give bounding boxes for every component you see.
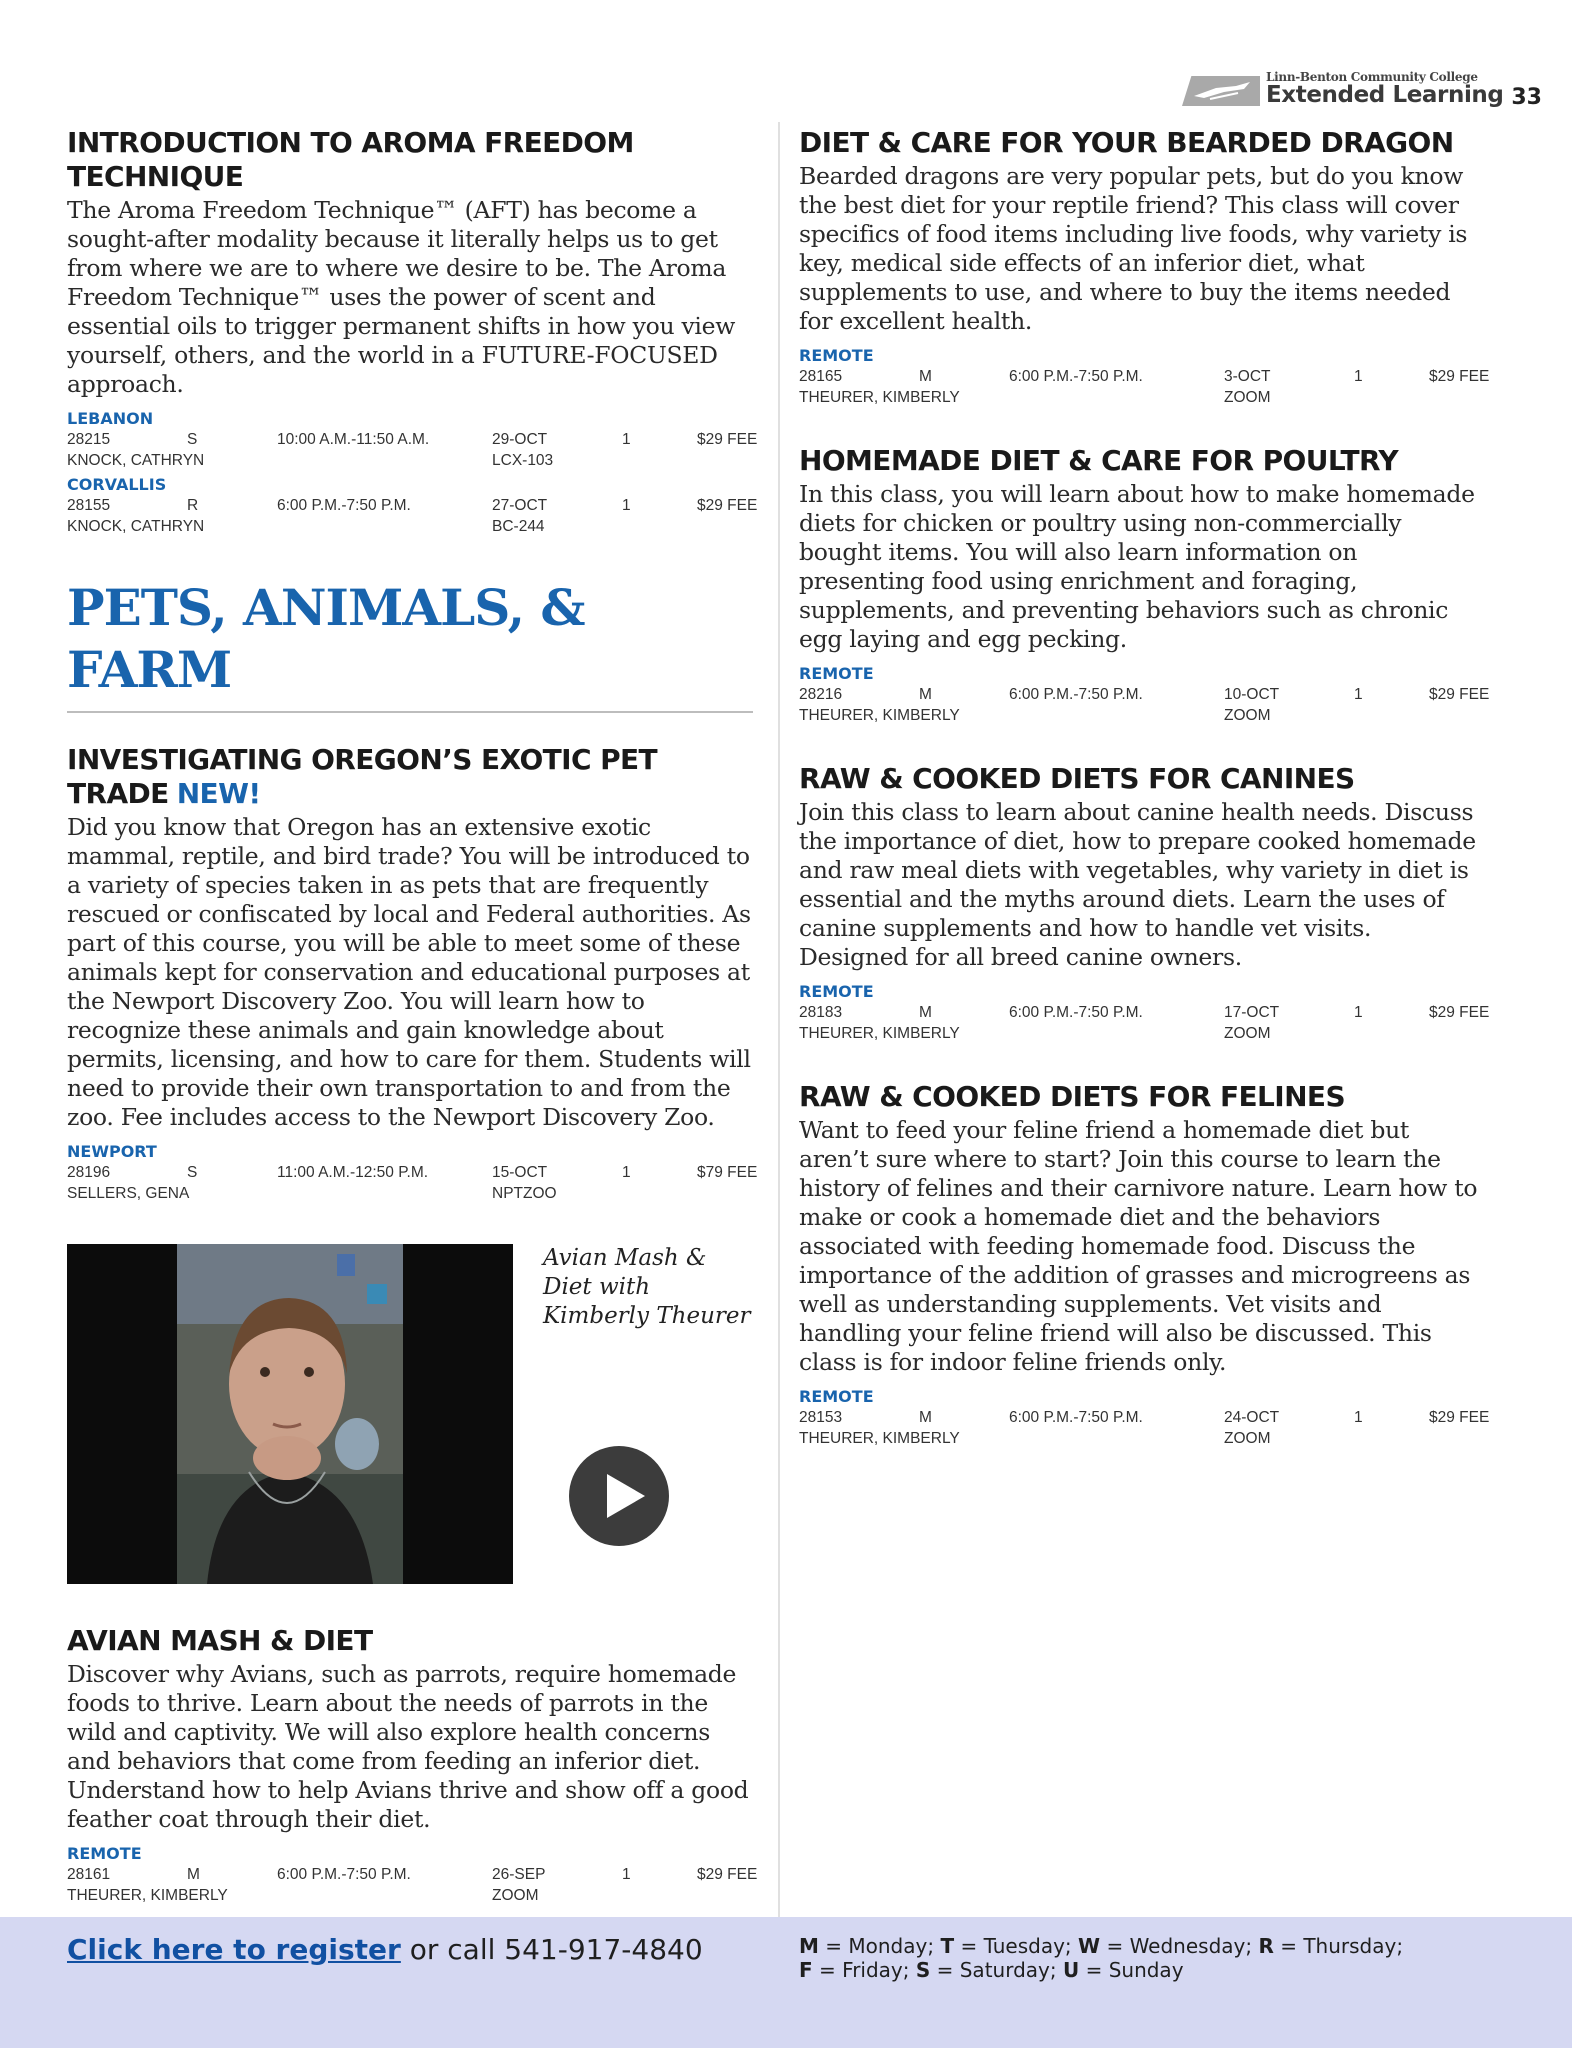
section-instructor: THEURER, KIMBERLY <box>67 1887 228 1904</box>
section-crn: 28165 <box>799 368 843 385</box>
course-section <box>799 1387 1490 1449</box>
course-title: INTRODUCTION TO AROMA FREEDOM TECHNIQUE <box>67 126 634 193</box>
page-header <box>1042 68 1542 118</box>
legend-value: = Thursday; <box>1273 1934 1404 1958</box>
section-fee: $29 FEE <box>1429 1409 1490 1426</box>
section-time: 6:00 P.M.-7:50 P.M. <box>1009 368 1143 385</box>
section-room: ZOOM <box>492 1887 539 1904</box>
section-instructor: THEURER, KIMBERLY <box>799 707 960 724</box>
section-fee: $29 FEE <box>1429 368 1490 385</box>
section-location: NEWPORT <box>67 1142 157 1161</box>
legend-key: T <box>940 1934 955 1958</box>
category-heading: PETS, ANIMALS, & FARM <box>67 578 585 699</box>
section-instructor: THEURER, KIMBERLY <box>799 1430 960 1447</box>
section-room: ZOOM <box>1224 1430 1271 1447</box>
section-location: CORVALLIS <box>67 475 167 494</box>
logo-bird-icon <box>1190 80 1260 102</box>
section-room: NPTZOO <box>492 1185 557 1202</box>
section-crn: 28155 <box>67 497 111 514</box>
section-crn: 28215 <box>67 431 111 448</box>
section-fee: $29 FEE <box>1429 686 1490 703</box>
section-crn: 28196 <box>67 1164 111 1181</box>
section-time: 11:00 A.M.-12:50 P.M. <box>277 1164 429 1181</box>
right-column <box>799 126 1490 1485</box>
section-room: BC-244 <box>492 518 545 535</box>
legend-value: = Sunday <box>1079 1958 1184 1982</box>
section-instructor: SELLERS, GENA <box>67 1185 190 1202</box>
course-poultry <box>799 444 1490 726</box>
section-fee: $29 FEE <box>697 497 758 514</box>
section-instructor: THEURER, KIMBERLY <box>799 389 960 406</box>
course-description: Did you know that Oregon has an extensive exotic mammal, reptile, and bird trade? You will be introduced to a variety of species taken in as pets that are frequently rescued or confiscated by local and Federal authorities. As part of this course, you will be able to meet some of these animals kept for conservation and educational purposes at the Newport Discovery Zoo. You will learn how to recognize these animals and gain knowledge about permits, licensing, and how to care for them. Students will need to provide their own transportation to and from the zoo. Fee includes access to the Newport Discovery Zoo. <box>67 813 751 1131</box>
legend-key: W <box>1078 1934 1101 1958</box>
section-sessions: 1 <box>1354 1004 1363 1021</box>
section-fee: $29 FEE <box>697 431 758 448</box>
section-day: M <box>919 686 932 703</box>
section-date: 27-OCT <box>492 497 548 514</box>
section-crn: 28161 <box>67 1866 111 1883</box>
register-line <box>67 1933 703 1966</box>
logo-college-name: Linn-Benton Community College <box>1266 70 1478 84</box>
section-sessions: 1 <box>622 497 631 514</box>
section-room: ZOOM <box>1224 1025 1271 1042</box>
legend-value: = Friday; <box>812 1958 916 1982</box>
course-section <box>67 1142 758 1204</box>
legend-key: R <box>1258 1934 1274 1958</box>
course-section <box>799 982 1490 1044</box>
course-section <box>799 346 1490 408</box>
section-day: S <box>187 1164 198 1181</box>
register-link[interactable]: Click here to register <box>67 1933 401 1966</box>
section-date: 15-OCT <box>492 1164 548 1181</box>
section-row <box>799 366 1490 408</box>
course-title-text: INVESTIGATING OREGON’S EXOTIC PET TRADE <box>67 743 658 810</box>
course-avian-mash <box>67 1624 758 1906</box>
section-room: ZOOM <box>1224 707 1271 724</box>
course-bearded-dragon <box>799 126 1490 408</box>
section-day: M <box>919 1409 932 1426</box>
section-instructor: KNOCK, CATHRYN <box>67 518 205 535</box>
section-day: S <box>187 431 198 448</box>
course-description: Bearded dragons are very popular pets, but do you know the best diet for your reptile friend? This class will cover specifics of food items including live foods, why variety is key, medical side effects of an inferior diet, what supplements to use, and where to buy the items needed for excellent health. <box>799 162 1468 335</box>
course-title: HOMEMADE DIET & CARE FOR POULTRY <box>799 444 1399 477</box>
course-title: DIET & CARE FOR YOUR BEARDED DRAGON <box>799 126 1454 159</box>
legend-value: = Saturday; <box>930 1958 1063 1982</box>
course-section <box>67 1844 758 1906</box>
section-instructor: KNOCK, CATHRYN <box>67 452 205 469</box>
section-sessions: 1 <box>622 1164 631 1181</box>
column-divider <box>778 122 780 1917</box>
section-location: REMOTE <box>67 1844 142 1863</box>
section-day: M <box>919 1004 932 1021</box>
section-sessions: 1 <box>1354 686 1363 703</box>
section-time: 6:00 P.M.-7:50 P.M. <box>277 1866 411 1883</box>
course-title <box>67 743 753 811</box>
legend-value: = Monday; <box>818 1934 941 1958</box>
section-row <box>67 1162 758 1204</box>
section-day: M <box>919 368 932 385</box>
section-fee: $29 FEE <box>697 1866 758 1883</box>
course-section <box>799 664 1490 726</box>
section-sessions: 1 <box>622 1866 631 1883</box>
new-badge: NEW! <box>176 777 261 810</box>
course-exotic-pet-trade <box>67 743 758 1204</box>
course-description: Want to feed your feline friend a homemade diet but aren’t sure where to start? Join this course to learn the history of felines and their carnivore nature. Learn how to make or cook a homemade diet and the behaviors associated with feeding homemade food. Discuss the importance of the addition of grasses and microgreens as well as understanding supplements. Vet visits and handling your feline friend will also be discussed. This class is for indoor feline friends only. <box>799 1116 1478 1376</box>
play-icon[interactable] <box>567 1444 671 1548</box>
course-title: RAW & COOKED DIETS FOR FELINES <box>799 1080 1346 1113</box>
section-date: 10-OCT <box>1224 686 1280 703</box>
section-row <box>67 1864 758 1906</box>
section-location: LEBANON <box>67 409 154 428</box>
page-footer <box>0 1917 1572 2048</box>
instructor-video-thumbnail[interactable] <box>177 1244 403 1584</box>
legend-key: F <box>799 1958 813 1982</box>
section-fee: $79 FEE <box>697 1164 758 1181</box>
legend-value: = Wednesday; <box>1100 1934 1259 1958</box>
section-row <box>799 684 1490 726</box>
course-description: The Aroma Freedom Technique™ (AFT) has become a sought-after modality because it literally helps us to get from where we are to where we desire to be. The Aroma Freedom Technique™ uses the power of scent and essential oils to trigger permanent shifts in how you view yourself, others, and the world in a FUTURE-FOCUSED approach. <box>67 196 736 398</box>
course-title: AVIAN MASH & DIET <box>67 1624 373 1657</box>
left-column <box>67 126 758 1942</box>
section-row <box>67 495 758 537</box>
section-date: 29-OCT <box>492 431 548 448</box>
legend-value: = Tuesday; <box>954 1934 1079 1958</box>
section-time: 6:00 P.M.-7:50 P.M. <box>1009 686 1143 703</box>
section-sessions: 1 <box>1354 368 1363 385</box>
section-date: 24-OCT <box>1224 1409 1280 1426</box>
video-caption: Avian Mash & Diet with Kimberly Theurer <box>543 1245 751 1329</box>
section-location: REMOTE <box>799 982 874 1001</box>
college-logo <box>1182 68 1504 114</box>
section-row <box>67 429 758 471</box>
course-description: Join this class to learn about canine health needs. Discuss the importance of diet, how to prepare cooked homemade and raw meal diets with vegetables, why variety in diet is essential and the myths around diets. Learn the uses of canine supplements and how to handle vet visits. Designed for all breed canine owners. <box>799 798 1476 971</box>
page-number: 33 <box>1511 85 1542 110</box>
section-location: REMOTE <box>799 346 874 365</box>
video-embed[interactable] <box>67 1244 753 1594</box>
section-day: R <box>187 497 199 514</box>
section-fee: $29 FEE <box>1429 1004 1490 1021</box>
course-canines <box>799 762 1490 1044</box>
section-row <box>799 1002 1490 1044</box>
section-room: ZOOM <box>1224 389 1271 406</box>
section-crn: 28183 <box>799 1004 843 1021</box>
section-crn: 28153 <box>799 1409 843 1426</box>
section-row <box>799 1407 1490 1449</box>
section-instructor: THEURER, KIMBERLY <box>799 1025 960 1042</box>
section-time: 6:00 P.M.-7:50 P.M. <box>277 497 411 514</box>
section-time: 6:00 P.M.-7:50 P.M. <box>1009 1004 1143 1021</box>
heading-rule <box>67 711 753 713</box>
video-frame[interactable] <box>67 1244 513 1584</box>
section-crn: 28216 <box>799 686 843 703</box>
course-title: RAW & COOKED DIETS FOR CANINES <box>799 762 1355 795</box>
course-felines <box>799 1080 1490 1449</box>
register-phone: or call 541-917-4840 <box>400 1933 703 1966</box>
section-room: LCX-103 <box>492 452 554 469</box>
section-time: 6:00 P.M.-7:50 P.M. <box>1009 1409 1143 1426</box>
course-section <box>67 409 758 471</box>
course-description: Discover why Avians, such as parrots, require homemade foods to thrive. Learn about the needs of parrots in the wild and captivity. We will also explore health concerns and behaviors that come from feeding an inferior diet. Understand how to help Avians thrive and show off a good feather coat through their diet. <box>67 1660 749 1833</box>
day-legend <box>799 1934 1499 1982</box>
section-day: M <box>187 1866 200 1883</box>
course-aroma-freedom <box>67 126 758 537</box>
section-location: REMOTE <box>799 664 874 683</box>
section-date: 26-SEP <box>492 1866 546 1883</box>
legend-key: S <box>915 1958 931 1982</box>
section-location: REMOTE <box>799 1387 874 1406</box>
legend-key: M <box>799 1934 819 1958</box>
section-sessions: 1 <box>1354 1409 1363 1426</box>
section-sessions: 1 <box>622 431 631 448</box>
section-date: 3-OCT <box>1224 368 1271 385</box>
legend-key: U <box>1062 1958 1080 1982</box>
course-section <box>67 475 758 537</box>
section-date: 17-OCT <box>1224 1004 1280 1021</box>
logo-program-name: Extended Learning <box>1266 82 1504 108</box>
section-time: 10:00 A.M.-11:50 A.M. <box>277 431 430 448</box>
course-description: In this class, you will learn about how to make homemade diets for chicken or poultry using non-commercially bought items. You will also learn information on presenting food using enrichment and foraging, supplements, and preventing behaviors such as chronic egg laying and egg pecking. <box>799 480 1475 653</box>
